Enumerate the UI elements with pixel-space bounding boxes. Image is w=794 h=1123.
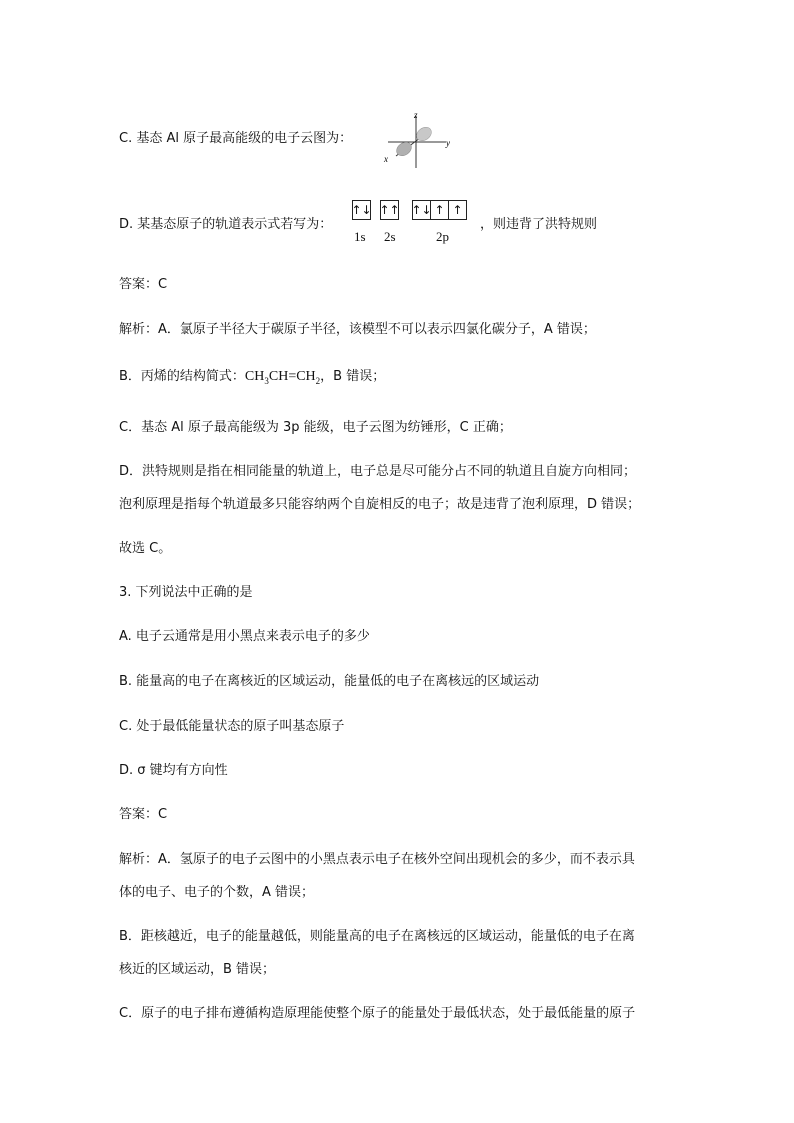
- formula-part: CH=CH: [268, 369, 316, 384]
- conclusion: 故选 C。: [119, 541, 172, 556]
- q3-option-b: B. 能量高的电子在离核近的区域运动，能量低的电子在离核远的区域运动: [119, 674, 540, 689]
- orbital-cell: ↑↓: [351, 203, 372, 217]
- q3-option-d: D. σ 键均有方向性: [119, 763, 228, 778]
- q3-option-a: A. 电子云通常是用小黑点来表示电子的多少: [119, 629, 370, 644]
- orbital-label-2p: 2p: [436, 229, 449, 244]
- explanation-b-prefix: B．丙烯的结构简式：: [119, 369, 245, 384]
- explanation-c: C．基态 Al 原子最高能级为 3p 能级，电子云图为纺锤形，C 正确；: [119, 420, 512, 435]
- orbital-cell: ↑: [431, 201, 449, 219]
- option-d-text: D. 某基态原子的轨道表示式若写为：: [119, 217, 333, 232]
- formula-part: CH: [244, 369, 265, 384]
- question-3-stem: 3. 下列说法中正确的是: [119, 585, 253, 600]
- q3-explanation-a-line1: 解析：A．氢原子的电子云图中的小黑点表示电子在核外空间出现机会的多少，而不表示具: [119, 852, 635, 867]
- explanation-d-line2: 泡利原理是指每个轨道最多只能容纳两个自旋相反的电子；故是违背了泡利原理，D 错误；: [119, 497, 641, 512]
- orbital-cell: ↑↑: [379, 203, 400, 217]
- orbital-box-2s: [380, 200, 399, 220]
- orbital-cell: ↑↓: [411, 203, 432, 217]
- explanation-b: [119, 368, 385, 390]
- explanation-d-line1: D．洪特规则是指在相同能量的轨道上，电子总是尽可能分占不同的轨道且自旋方向相同；: [119, 464, 637, 479]
- p-orbital-electron-cloud-figure: [378, 110, 458, 170]
- answer-q2: 答案：C: [119, 277, 168, 292]
- option-c-text: C. 基态 Al 原子最高能级的电子云图为：: [119, 131, 353, 146]
- option-d-suffix: ，则违背了洪特规则: [480, 217, 598, 232]
- explanation-a: 解析：A．氯原子半径大于碳原子半径，该模型不可以表示四氯化碳分子，A 错误；: [119, 322, 596, 337]
- orbital-label-2s: 2s: [384, 229, 396, 244]
- formula-subscript: 2: [315, 375, 321, 386]
- q3-explanation-c-line1: C．原子的电子排布遵循构造原理能使整个原子的能量处于最低状态，处于最低能量的原子: [119, 1006, 636, 1021]
- orbital-label-1s: 1s: [354, 229, 366, 244]
- orbital-diagram: [352, 200, 492, 248]
- propene-formula: [245, 369, 320, 384]
- q3-explanation-b-line1: B．距核越近，电子的能量越低，则能量高的电子在离核远的区域运动，能量低的电子在离: [119, 929, 635, 944]
- orbital-box-1s: [352, 200, 371, 220]
- y-axis-label: y: [446, 138, 450, 148]
- explanation-b-suffix: ，B 错误；: [320, 369, 386, 384]
- q3-option-c: C. 处于最低能量状态的原子叫基态原子: [119, 719, 345, 734]
- orbital-cell: ↑: [452, 203, 463, 217]
- answer-q3: 答案：C: [119, 807, 168, 822]
- q3-explanation-a-line2: 体的电子、电子的个数，A 错误；: [119, 885, 315, 900]
- formula-subscript: 3: [264, 375, 269, 386]
- orbital-box-2p: [412, 200, 467, 220]
- q3-explanation-b-line2: 核近的区域运动，B 错误；: [119, 962, 276, 977]
- z-axis-label: z: [414, 110, 418, 120]
- x-axis-label: x: [384, 154, 388, 164]
